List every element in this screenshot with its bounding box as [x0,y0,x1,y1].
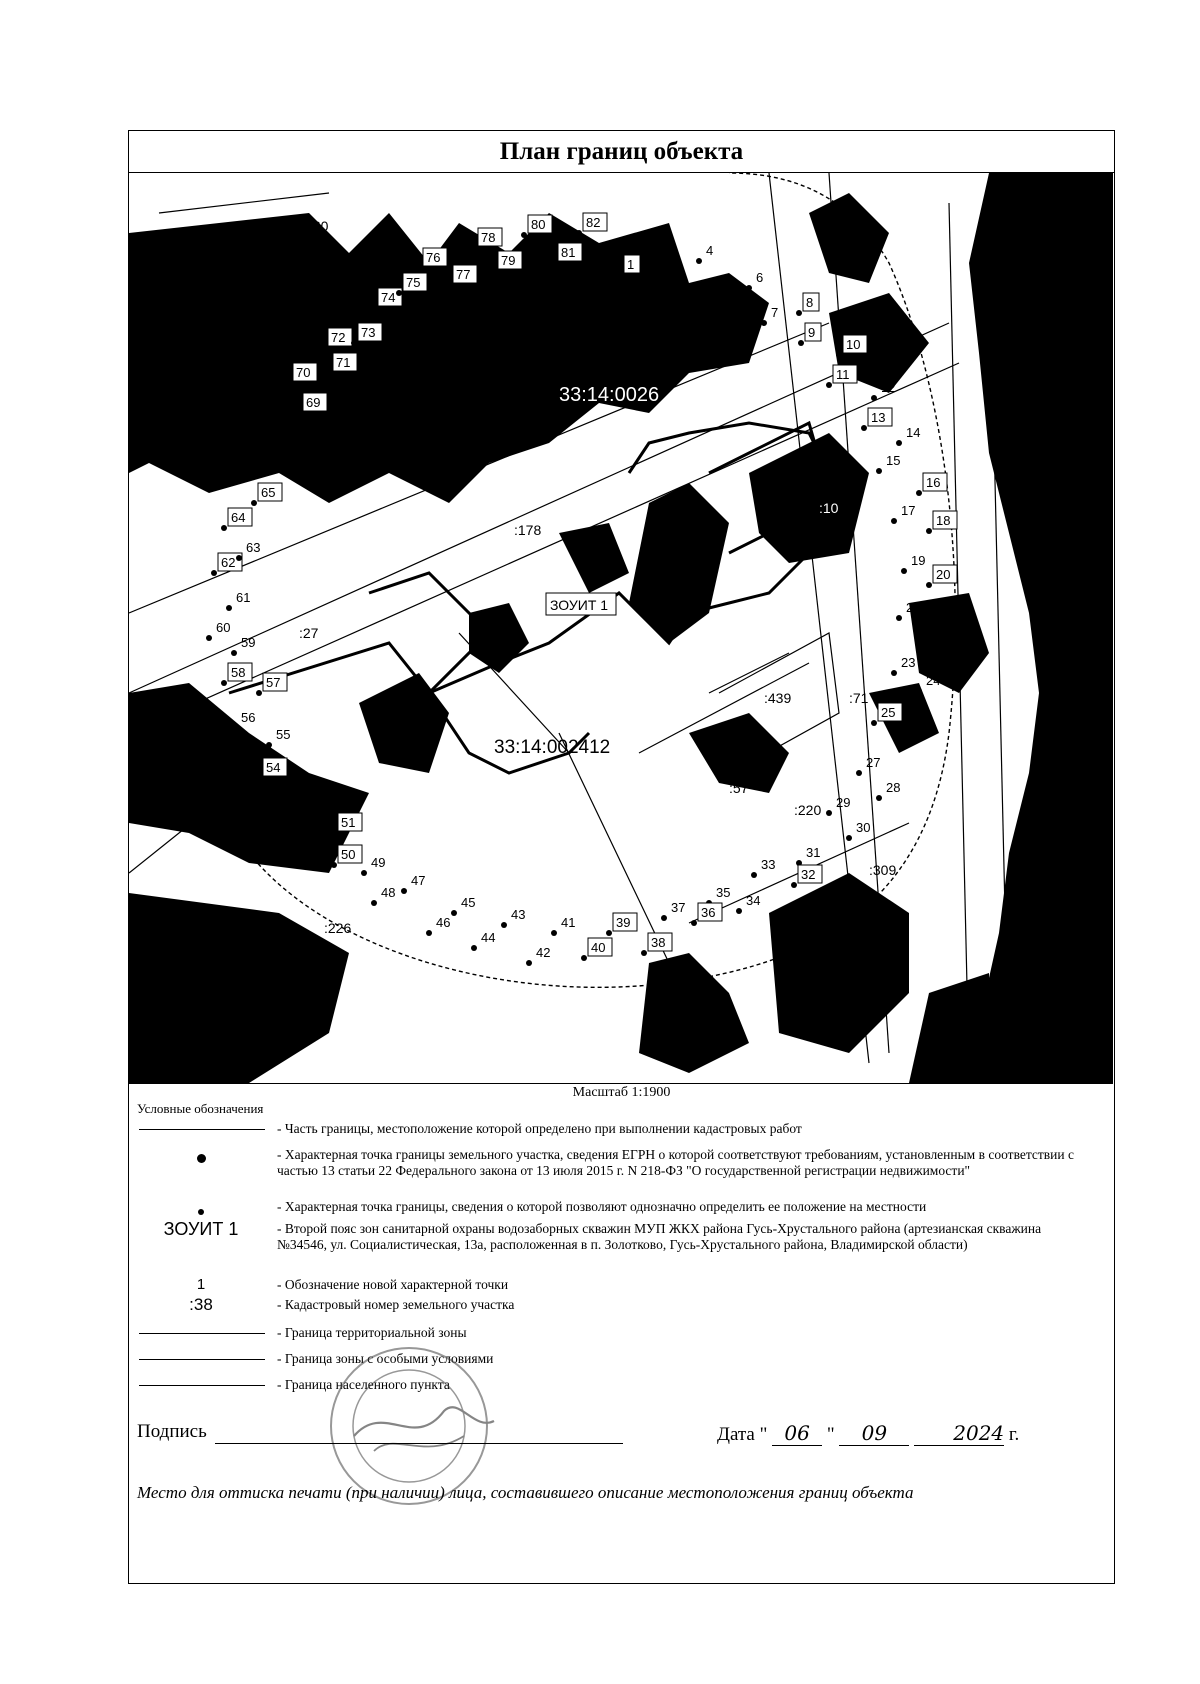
legend-line-survey [139,1129,265,1130]
boundary-point-marker [326,370,332,376]
boundary-point-marker [876,795,882,801]
date-label: Дата [717,1424,755,1445]
point-number: 68 [266,405,281,420]
boundary-point-marker [871,395,877,401]
point-number: 57 [266,675,281,690]
boundary-point-marker [716,300,722,306]
point-number: 26 [906,725,921,740]
point-number: 21 [906,600,921,615]
boundary-point-marker [286,380,292,386]
point-number: 32 [801,867,816,882]
point-number: 73 [361,325,376,340]
point-number: 41 [561,915,576,930]
boundary-point-marker [761,320,767,326]
point-number: 50 [341,847,356,862]
point-number: 18 [936,513,951,528]
point-number: 47 [411,873,426,888]
big-point-icon [197,1154,206,1163]
boundary-point-marker [691,920,697,926]
legend-line-special-zone [139,1359,265,1360]
point-number: 66 [246,460,261,475]
point-number: 35 [716,885,731,900]
point-number: 37 [671,900,686,915]
boundary-point-marker [876,468,882,474]
legend-text: - Граница зоны с особыми условиями [277,1351,494,1366]
point-number: 19 [911,553,926,568]
boundary-point-marker [646,248,652,254]
point-number: 23 [901,655,916,670]
point-number: 44 [481,930,496,945]
point-number: 46 [436,915,451,930]
boundary-point-marker [576,230,582,236]
legend-title: Условные обозначения [137,1101,264,1116]
legend-symbol: ЗОУИТ 1 [163,1219,239,1239]
point-number: 74 [381,290,396,305]
legend-text: - Обозначение новой характерной точки [277,1277,509,1292]
boundary-point-marker [926,582,932,588]
parcel-label: :309 [869,862,897,878]
boundary-point-marker [236,475,242,481]
boundary-point-marker [321,345,327,351]
boundary-point-marker [426,930,432,936]
point-number: 72 [331,330,346,345]
parcel-label: :4 [759,478,771,494]
boundary-point-marker [736,908,742,914]
point-number: 70 [296,365,311,380]
point-number: 55 [276,727,291,742]
legend-symbol: 1 [196,1276,206,1293]
point-number: 17 [901,503,916,518]
boundary-point-marker [617,272,623,278]
point-number: 69 [306,395,321,410]
date-suffix: г. [1008,1424,1020,1445]
parcel-label: :220 [794,802,822,818]
zone-label: ЗОУИТ 1 [550,597,609,613]
point-number: 28 [886,780,901,795]
point-number: 64 [231,510,246,525]
point-number: 9 [808,325,816,340]
small-point-icon [198,1209,204,1215]
legend-text: - Граница населенного пункта [277,1377,450,1392]
boundary-point-marker [371,900,377,906]
point-number: 30 [856,820,871,835]
legend-text: - Граница территориальной зоны [277,1325,467,1340]
legend-text: - Характерная точка границы, сведения о которой позволяют однозначно определить ее положение на местности [277,1199,927,1214]
parcel-label: :10 [819,500,839,516]
point-number: 43 [511,907,526,922]
point-number: 13 [871,410,886,425]
point-number: 49 [371,855,386,870]
point-number: 7 [771,305,779,320]
boundary-point-marker [236,555,242,561]
boundary-point-marker [891,518,897,524]
boundary-point-marker [331,862,337,868]
boundary-point-marker [261,450,267,456]
point-number: 59 [241,635,256,650]
parcel-label: :71 [849,690,869,706]
date-month: 09 [839,1421,909,1446]
point-number: 8 [806,295,814,310]
boundary-point-marker [416,265,422,271]
boundary-point-marker [846,835,852,841]
point-number: 31 [806,845,821,860]
point-number: 77 [456,267,471,282]
point-number: 36 [701,905,716,920]
point-number: 60 [216,620,231,635]
point-number: 22 [936,625,951,640]
point-number: 40 [591,940,606,955]
boundary-point-marker [746,285,752,291]
boundary-point-marker [896,615,902,621]
point-number: 11 [836,367,850,382]
legend-symbol: :38 [189,1295,213,1314]
point-number: 16 [926,475,941,490]
point-number: 53 [306,775,321,790]
parcel-label: :1 [794,920,806,936]
point-number: 65 [261,485,276,500]
point-number: 29 [836,795,851,810]
parcel-label: :88 [749,390,769,406]
boundary-point-marker [826,382,832,388]
point-number: 10 [846,337,861,352]
point-number: 6 [756,270,764,285]
boundary-point-marker [231,725,237,731]
point-number: 5 [726,285,734,300]
boundary-point-marker [521,232,527,238]
point-number: 20 [936,567,951,582]
boundary-point-marker [266,742,272,748]
legend-line-terr-zone [139,1333,265,1334]
parcel-label: 33:14:002412 [494,737,611,758]
boundary-point-marker [551,930,557,936]
boundary-point-marker [206,635,212,641]
boundary-point-marker [551,260,557,266]
boundary-point-marker [581,955,587,961]
boundary-point-marker [451,910,457,916]
parcel-label: :178 [514,522,542,538]
point-number: 14 [906,425,921,440]
point-number: 56 [241,710,256,725]
point-number: 51 [341,815,356,830]
legend-text: - Кадастровый номер земельного участка [277,1297,515,1312]
aerial-dark-areas [129,173,1113,1083]
point-number: 27 [866,755,881,770]
boundary-point-marker [796,310,802,316]
signature-line [215,1443,623,1444]
boundary-point-marker [751,872,757,878]
date-block: Дата " 06 " 09 2024 г. [717,1421,1020,1445]
parcel-label: 33:14:0026 [559,384,660,406]
parcel-label: :27 [299,625,319,641]
point-number: 15 [886,453,901,468]
legend-text: - Второй пояс зон санитарной охраны водозаборных скважин МУП ЖКХ района Гусь-Хрустального района (артезианская скважина №34546, ул. Социалистическая, 13а, расположенная в п. Золотково, Гусь-Хрустального района, Владимирской области) [277,1221,1042,1252]
point-number: 52 [301,805,316,820]
point-number: 67 [271,435,286,450]
boundary-point-marker [296,410,302,416]
boundary-point-marker [231,650,237,656]
point-number: 2 [656,233,664,248]
point-number: 24 [926,673,941,688]
boundary-point-marker [351,340,357,346]
boundary-point-marker [491,268,497,274]
boundary-point-marker [526,960,532,966]
boundary-point-marker [896,440,902,446]
boundary-point-marker [696,258,702,264]
boundary-point-marker [446,282,452,288]
boundary-point-marker [666,280,672,286]
date-day: 06 [772,1421,822,1446]
point-number: 62 [221,555,236,570]
point-number: 42 [536,945,551,960]
boundary-point-marker [836,352,842,358]
parcel-label: :5 [339,282,351,298]
boundary-point-marker [926,528,932,534]
point-number: 25 [881,705,896,720]
point-number: 4 [706,243,714,258]
point-number: 81 [561,245,576,260]
boundary-point-marker [901,568,907,574]
boundary-point-marker [371,305,377,311]
boundary-point-marker [401,888,407,894]
map-scale: Масштаб 1:1900 [572,1085,671,1100]
legend-line-settlement [139,1385,265,1386]
map-svg [129,173,1113,1083]
point-number: 80 [531,217,546,232]
boundary-point-marker [221,680,227,686]
boundary-point-marker [791,882,797,888]
boundary-point-marker [798,340,804,346]
signature-label: Подпись [137,1421,207,1442]
boundary-point-marker [871,720,877,726]
boundary-point-marker [661,915,667,921]
parcel-label: :226 [324,920,352,936]
point-number: 78 [481,230,496,245]
boundary-point-marker [891,670,897,676]
boundary-point-marker [296,790,302,796]
boundary-point-marker [501,922,507,928]
point-number: 48 [381,885,396,900]
boundary-point-marker [856,770,862,776]
boundary-point-marker [916,688,922,694]
boundary-point-marker [211,570,217,576]
boundary-point-marker [471,245,477,251]
point-number: 1 [627,257,635,272]
point-number: 82 [586,215,601,230]
boundary-map [129,173,1113,1084]
boundary-point-marker [826,810,832,816]
document-frame [128,130,1115,1584]
point-number: 79 [501,253,516,268]
boundary-point-marker [896,740,902,746]
boundary-point-marker [916,490,922,496]
point-number: 38 [651,935,666,950]
point-number: 33 [761,857,776,872]
point-number: 63 [246,540,261,555]
point-number: 58 [231,665,246,680]
point-number: 71 [336,355,351,370]
boundary-point-marker [606,930,612,936]
boundary-point-marker [331,830,337,836]
boundary-point-marker [256,775,262,781]
boundary-point-marker [641,950,647,956]
point-number: 61 [236,590,251,605]
point-number: 54 [266,760,281,775]
legend-text: - Часть границы, местоположение которой определено при выполнении кадастровых работ [277,1121,802,1136]
boundary-point-marker [221,525,227,531]
boundary-point-marker [256,690,262,696]
boundary-point-marker [471,945,477,951]
stamp-note: Место для оттиска печати (при наличии) лица, составившего описание местоположения границ объекта [137,1483,914,1502]
point-number: 12 [881,380,896,395]
boundary-point-marker [256,420,262,426]
page-title: План границ объекта [129,131,1114,173]
boundary-point-marker [226,605,232,611]
point-number: 76 [426,250,441,265]
boundary-point-marker [926,640,932,646]
boundary-point-marker [251,500,257,506]
parcel-label: :60 [309,218,329,234]
point-number: 34 [746,893,761,908]
point-number: 39 [616,915,631,930]
legend-text: - Характерная точка границы земельного участка, сведения ЕГРН о которой соответствуют требованиям, установленным в соответствии с частью 13 статьи 22 Федерального закона от 13 июля 2015 г. N 218-ФЗ "О государственной регистрации недвижимости" [277,1147,1075,1178]
date-year: 2024 [914,1421,1004,1446]
parcel-label: :439 [764,690,792,706]
parcel-label: :57 [729,780,749,796]
boundary-point-marker [396,290,402,296]
point-number: 45 [461,895,476,910]
boundary-point-marker [291,820,297,826]
point-number: 3 [676,265,684,280]
boundary-point-marker [861,425,867,431]
point-number: 75 [406,275,421,290]
boundary-point-marker [361,870,367,876]
